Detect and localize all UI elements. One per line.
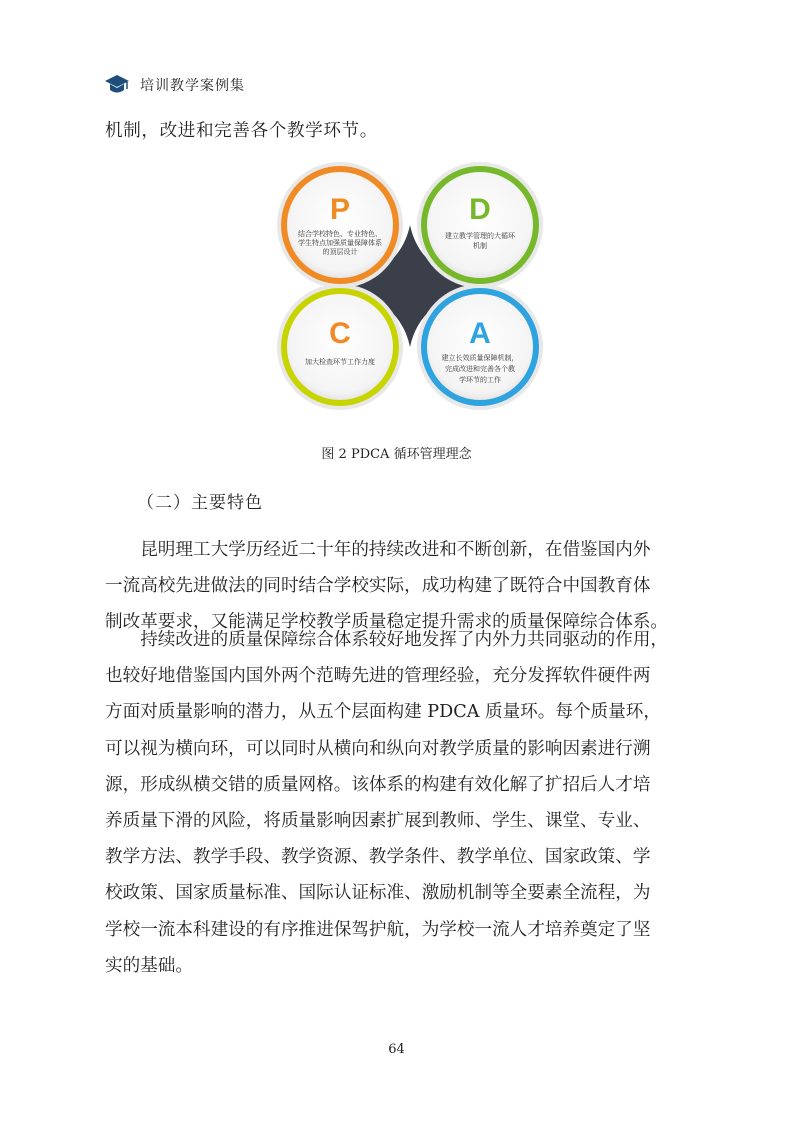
graduation-cap-icon [104, 74, 130, 96]
paragraph-line: 可以视为横向环，可以同时从横向和纵向对教学质量的影响因素进行溯 [105, 738, 651, 759]
section-heading: （二）主要特色 [137, 493, 263, 513]
paragraph-line: 学校一流本科建设的有序推进保驾护航，为学校一流人才培养奠定了坚 [105, 919, 651, 940]
paragraph-line: 持续改进的质量保障综合体系较好地发挥了内外力共同驱动的作用， [105, 630, 669, 650]
paragraph-line: 一流高校先进做法的同时结合学校实际，成功构建了既符合中国教育体 [105, 576, 651, 597]
letter-d: D [469, 193, 491, 226]
d-text-1: 建立教学管理的大循环 [445, 232, 515, 240]
paragraph-line: 教学方法、教学手段、教学资源、教学条件、教学单位、国家政策、学 [105, 847, 651, 868]
quadrant-p [277, 162, 403, 288]
running-header [104, 72, 245, 98]
quadrant-a [417, 284, 543, 410]
paragraph-2 [105, 622, 697, 984]
letter-p: P [329, 193, 351, 226]
page-number: 64 [388, 1042, 405, 1057]
intro-line: 机制，改进和完善各个教学环节。 [105, 121, 378, 141]
paragraph-line: 养质量下滑的风险，将质量影响因素扩展到教师、学生、课堂、专业、 [105, 810, 651, 831]
paragraph-line: 也较好地借鉴国内国外两个范畴先进的管理经验，充分发挥软件硬件两 [105, 666, 651, 687]
a-text-2: 完成改进和完善各个教 [445, 365, 515, 373]
paragraph-line: 实的基础。 [105, 955, 193, 976]
quadrant-d [417, 162, 543, 288]
p-text-1: 结合学校特色、专业特色、 [298, 230, 382, 238]
paragraph-line: 制改革要求，又能满足学校教学质量稳定提升需求的质量保障综合体系。 [105, 612, 669, 633]
paragraph-line: 昆明理工大学历经近二十年的持续改进和不断创新，在借鉴国内外 [105, 540, 651, 560]
p-text-2: 学生特点加强质量保障体系 [298, 239, 382, 247]
d-text-2: 机制 [473, 242, 487, 250]
paragraph-line: 方面对质量影响的潜力，从五个层面构建 PDCA 质量环。每个质量环， [105, 702, 661, 723]
a-text-1: 建立长效质量保障机制， [441, 354, 519, 362]
letter-a: A [469, 317, 491, 350]
a-text-3: 学环节的工作 [459, 376, 501, 384]
pdca-diagram [270, 161, 550, 411]
letter-c: C [329, 317, 351, 350]
header-title: 培训教学案例集 [140, 78, 245, 94]
paragraph-line: 源，形成纵横交错的质量网格。该体系的构建有效化解了扩招后人才培 [105, 774, 651, 795]
figure-caption: 图 2 PDCA 循环管理理念 [321, 447, 472, 462]
pdca-figure [270, 161, 550, 411]
p-text-3: 的顶层设计 [322, 248, 358, 256]
quadrant-c [277, 284, 403, 410]
c-text-1: 加大检查环节工作力度 [305, 358, 375, 366]
paragraph-line: 校政策、国家质量标准、国际认证标准、激励机制等全要素全流程，为 [105, 883, 651, 904]
